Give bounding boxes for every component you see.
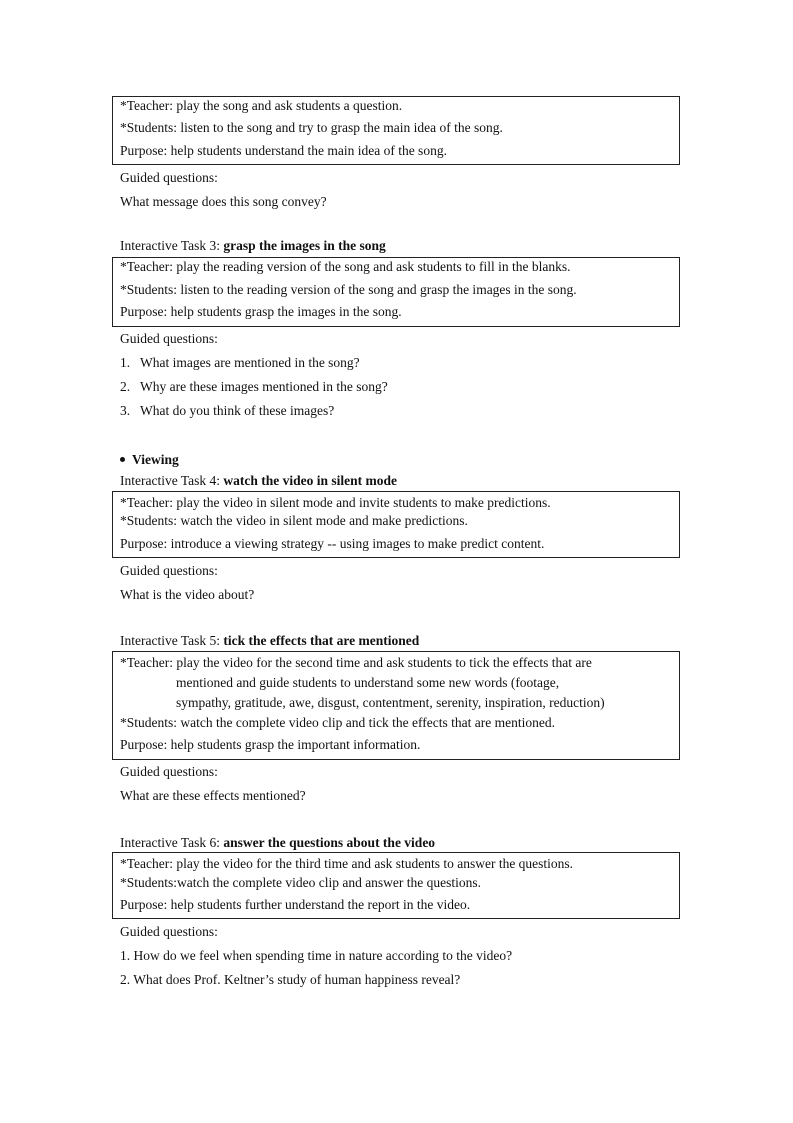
teacher-line-continued: mentioned and guide students to understand some new words (footage,: [176, 675, 560, 690]
activity-box-task6: [112, 852, 680, 919]
purpose-line: Purpose: help students further understand the report in the video.: [120, 897, 471, 912]
task-prefix: Interactive Task 6:: [120, 835, 224, 850]
teacher-line: *Teacher: play the song and ask students a question.: [120, 98, 403, 113]
purpose-line: Purpose: help students grasp the important information.: [120, 737, 421, 752]
activity-box-task5: [112, 651, 680, 760]
question-number: 1.: [120, 355, 131, 370]
task-prefix: Interactive Task 5:: [120, 633, 224, 648]
section-viewing: [120, 452, 179, 468]
purpose-line: Purpose: help students grasp the images in the song.: [120, 304, 402, 319]
teacher-line: *Teacher: play the reading version of the song and ask students to fill in the blanks.: [120, 259, 571, 274]
question-text: Why are these images mentioned in the song?: [140, 379, 388, 394]
task-title: grasp the images in the song: [223, 238, 386, 253]
question-number: 3.: [120, 403, 131, 418]
task-title: watch the video in silent mode: [223, 473, 398, 488]
guided-question: 2. What does Prof. Keltner’s study of human happiness reveal?: [120, 972, 461, 987]
task-prefix: Interactive Task 3:: [120, 238, 224, 253]
guided-questions-heading: Guided questions:: [120, 170, 218, 185]
guided-question: 1. How do we feel when spending time in nature according to the video?: [120, 948, 513, 963]
question-number: 2.: [120, 379, 131, 394]
teacher-line: *Teacher: play the video for the third time and ask students to answer the questions.: [120, 856, 574, 871]
activity-box-task3: [112, 257, 680, 327]
bullet-icon: [120, 457, 125, 462]
teacher-line-continued: sympathy, gratitude, awe, disgust, contentment, serenity, inspiration, reduction): [176, 695, 605, 710]
guided-question: What message does this song convey?: [120, 194, 327, 209]
question-text: What images are mentioned in the song?: [140, 355, 360, 370]
task-title: answer the questions about the video: [223, 835, 436, 850]
guided-question: [120, 355, 360, 371]
guided-question: [120, 403, 334, 419]
task-heading-4: [120, 473, 397, 489]
activity-box-song: [112, 96, 680, 165]
task-heading-3: [120, 238, 386, 254]
teacher-line: *Teacher: play the video in silent mode and invite students to make predictions.: [120, 495, 551, 510]
guided-question: [120, 379, 388, 395]
students-line: *Students: listen to the reading version of the song and grasp the images in the song.: [120, 282, 577, 297]
students-line: *Students: watch the complete video clip and tick the effects that are mentioned.: [120, 715, 555, 730]
students-line: *Students:watch the complete video clip and answer the questions.: [120, 875, 482, 890]
task-title: tick the effects that are mentioned: [223, 633, 420, 648]
guided-questions-heading: Guided questions:: [120, 563, 218, 578]
purpose-line: Purpose: introduce a viewing strategy -- using images to make predict content.: [120, 536, 545, 551]
guided-question: What are these effects mentioned?: [120, 788, 306, 803]
teacher-line: *Teacher: play the video for the second time and ask students to tick the effects that are: [120, 655, 592, 670]
purpose-line: Purpose: help students understand the main idea of the song.: [120, 143, 447, 158]
activity-box-task4: [112, 491, 680, 558]
guided-questions-heading: Guided questions:: [120, 764, 218, 779]
students-line: *Students: listen to the song and try to grasp the main idea of the song.: [120, 120, 503, 135]
task-heading-6: [120, 835, 435, 851]
guided-question: What is the video about?: [120, 587, 255, 602]
question-text: What do you think of these images?: [140, 403, 335, 418]
guided-questions-heading: Guided questions:: [120, 924, 218, 939]
task-heading-5: [120, 633, 419, 649]
students-line: *Students: watch the video in silent mode and make predictions.: [120, 513, 468, 528]
section-label: Viewing: [132, 452, 179, 467]
task-prefix: Interactive Task 4:: [120, 473, 224, 488]
guided-questions-heading: Guided questions:: [120, 331, 218, 346]
